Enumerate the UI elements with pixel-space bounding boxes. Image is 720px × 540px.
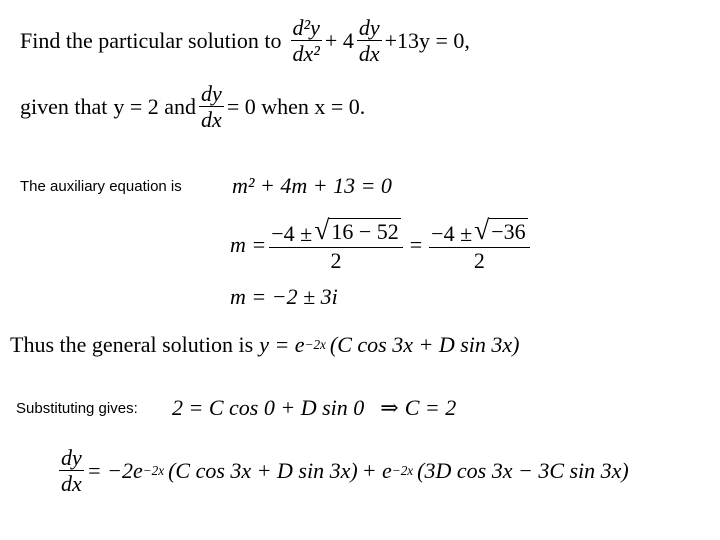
radical-sign-2: √ [474, 214, 490, 245]
given-rest: = 0 when x = 0. [226, 93, 366, 119]
dy-numerator: dy [358, 15, 380, 40]
quadratic-formula-line [230, 214, 533, 273]
derivative-bracket-2: (3D cos 3x − 3C sin 3x) [417, 457, 629, 483]
derivative-dx: dx [61, 471, 82, 497]
general-solution-line: Thus the general solution is y = e −2x (C cos 3x + D sin 3x) [10, 332, 520, 357]
numerator-2-prefix: −4 ± [431, 221, 473, 247]
derivative-plus-e: + e [361, 457, 392, 483]
derivative-dy: dy [61, 445, 82, 470]
general-bracket: (C cos 3x + D sin 3x) [329, 332, 520, 357]
given-derivative-fraction [199, 82, 224, 131]
derivative-bracket-1: (C cos 3x + D sin 3x) [168, 457, 358, 483]
dx2-denominator: dx² [292, 41, 320, 67]
plus-four: + 4 [324, 27, 354, 53]
given-dy-numerator: dy [201, 81, 222, 106]
radical-sign-1: √ [314, 214, 330, 245]
substitution-equation: 2 = C cos 0 + D sin 0 [172, 395, 365, 420]
substitution-result: C = 2 [404, 395, 457, 420]
substitution-equation-line [172, 395, 456, 421]
derivative-line: $\frac{dy}{dx}$ = −2e −2x (C cos 3x + D sin 3x) + e −2x (3D cos 3x − 3C sin 3x) [61, 445, 629, 497]
d2y-numerator: d²y [292, 15, 320, 40]
derivative-fraction [59, 446, 84, 495]
quadratic-fraction-2 [429, 214, 530, 273]
auxiliary-label: The auxiliary equation is [20, 178, 182, 195]
given-dx-denominator: dx [201, 107, 222, 133]
find-text: Find the particular solution to [20, 27, 282, 53]
general-label: Thus the general solution is [10, 332, 254, 357]
quadratic-fraction-1 [269, 214, 403, 273]
problem-statement-line-1 [20, 16, 470, 65]
m-equals: m = [230, 231, 267, 257]
sqrt-1 [314, 214, 401, 246]
auxiliary-equation: m² + 4m + 13 = 0 [232, 173, 392, 198]
general-y-equals: y = e [259, 332, 305, 357]
fraction-2-denominator: 2 [473, 247, 485, 273]
fraction-1-denominator: 2 [330, 247, 342, 273]
first-derivative-fraction [357, 16, 382, 65]
radicand-1: 16 − 52 [331, 219, 399, 244]
roots-line: m = −2 ± 3i [230, 284, 338, 309]
radicand-2: −36 [491, 219, 526, 244]
given-text: given that [20, 93, 108, 119]
implies-arrow: ⇒ [380, 395, 399, 420]
problem-statement-line-2 [20, 82, 365, 131]
second-derivative-fraction [291, 16, 322, 65]
fraction-2-numerator [429, 214, 530, 248]
derivative-term-1: = −2e [86, 457, 143, 483]
sqrt-2 [474, 214, 528, 246]
given-condition: y = 2 and [113, 93, 197, 119]
numerator-1-prefix: −4 ± [271, 221, 313, 247]
equals-sign: = [409, 231, 423, 257]
equation-rest: +13y = 0, [384, 27, 470, 53]
substitution-label: Substituting gives: [16, 400, 138, 417]
dx-denominator: dx [358, 41, 380, 67]
fraction-1-numerator [269, 214, 403, 248]
